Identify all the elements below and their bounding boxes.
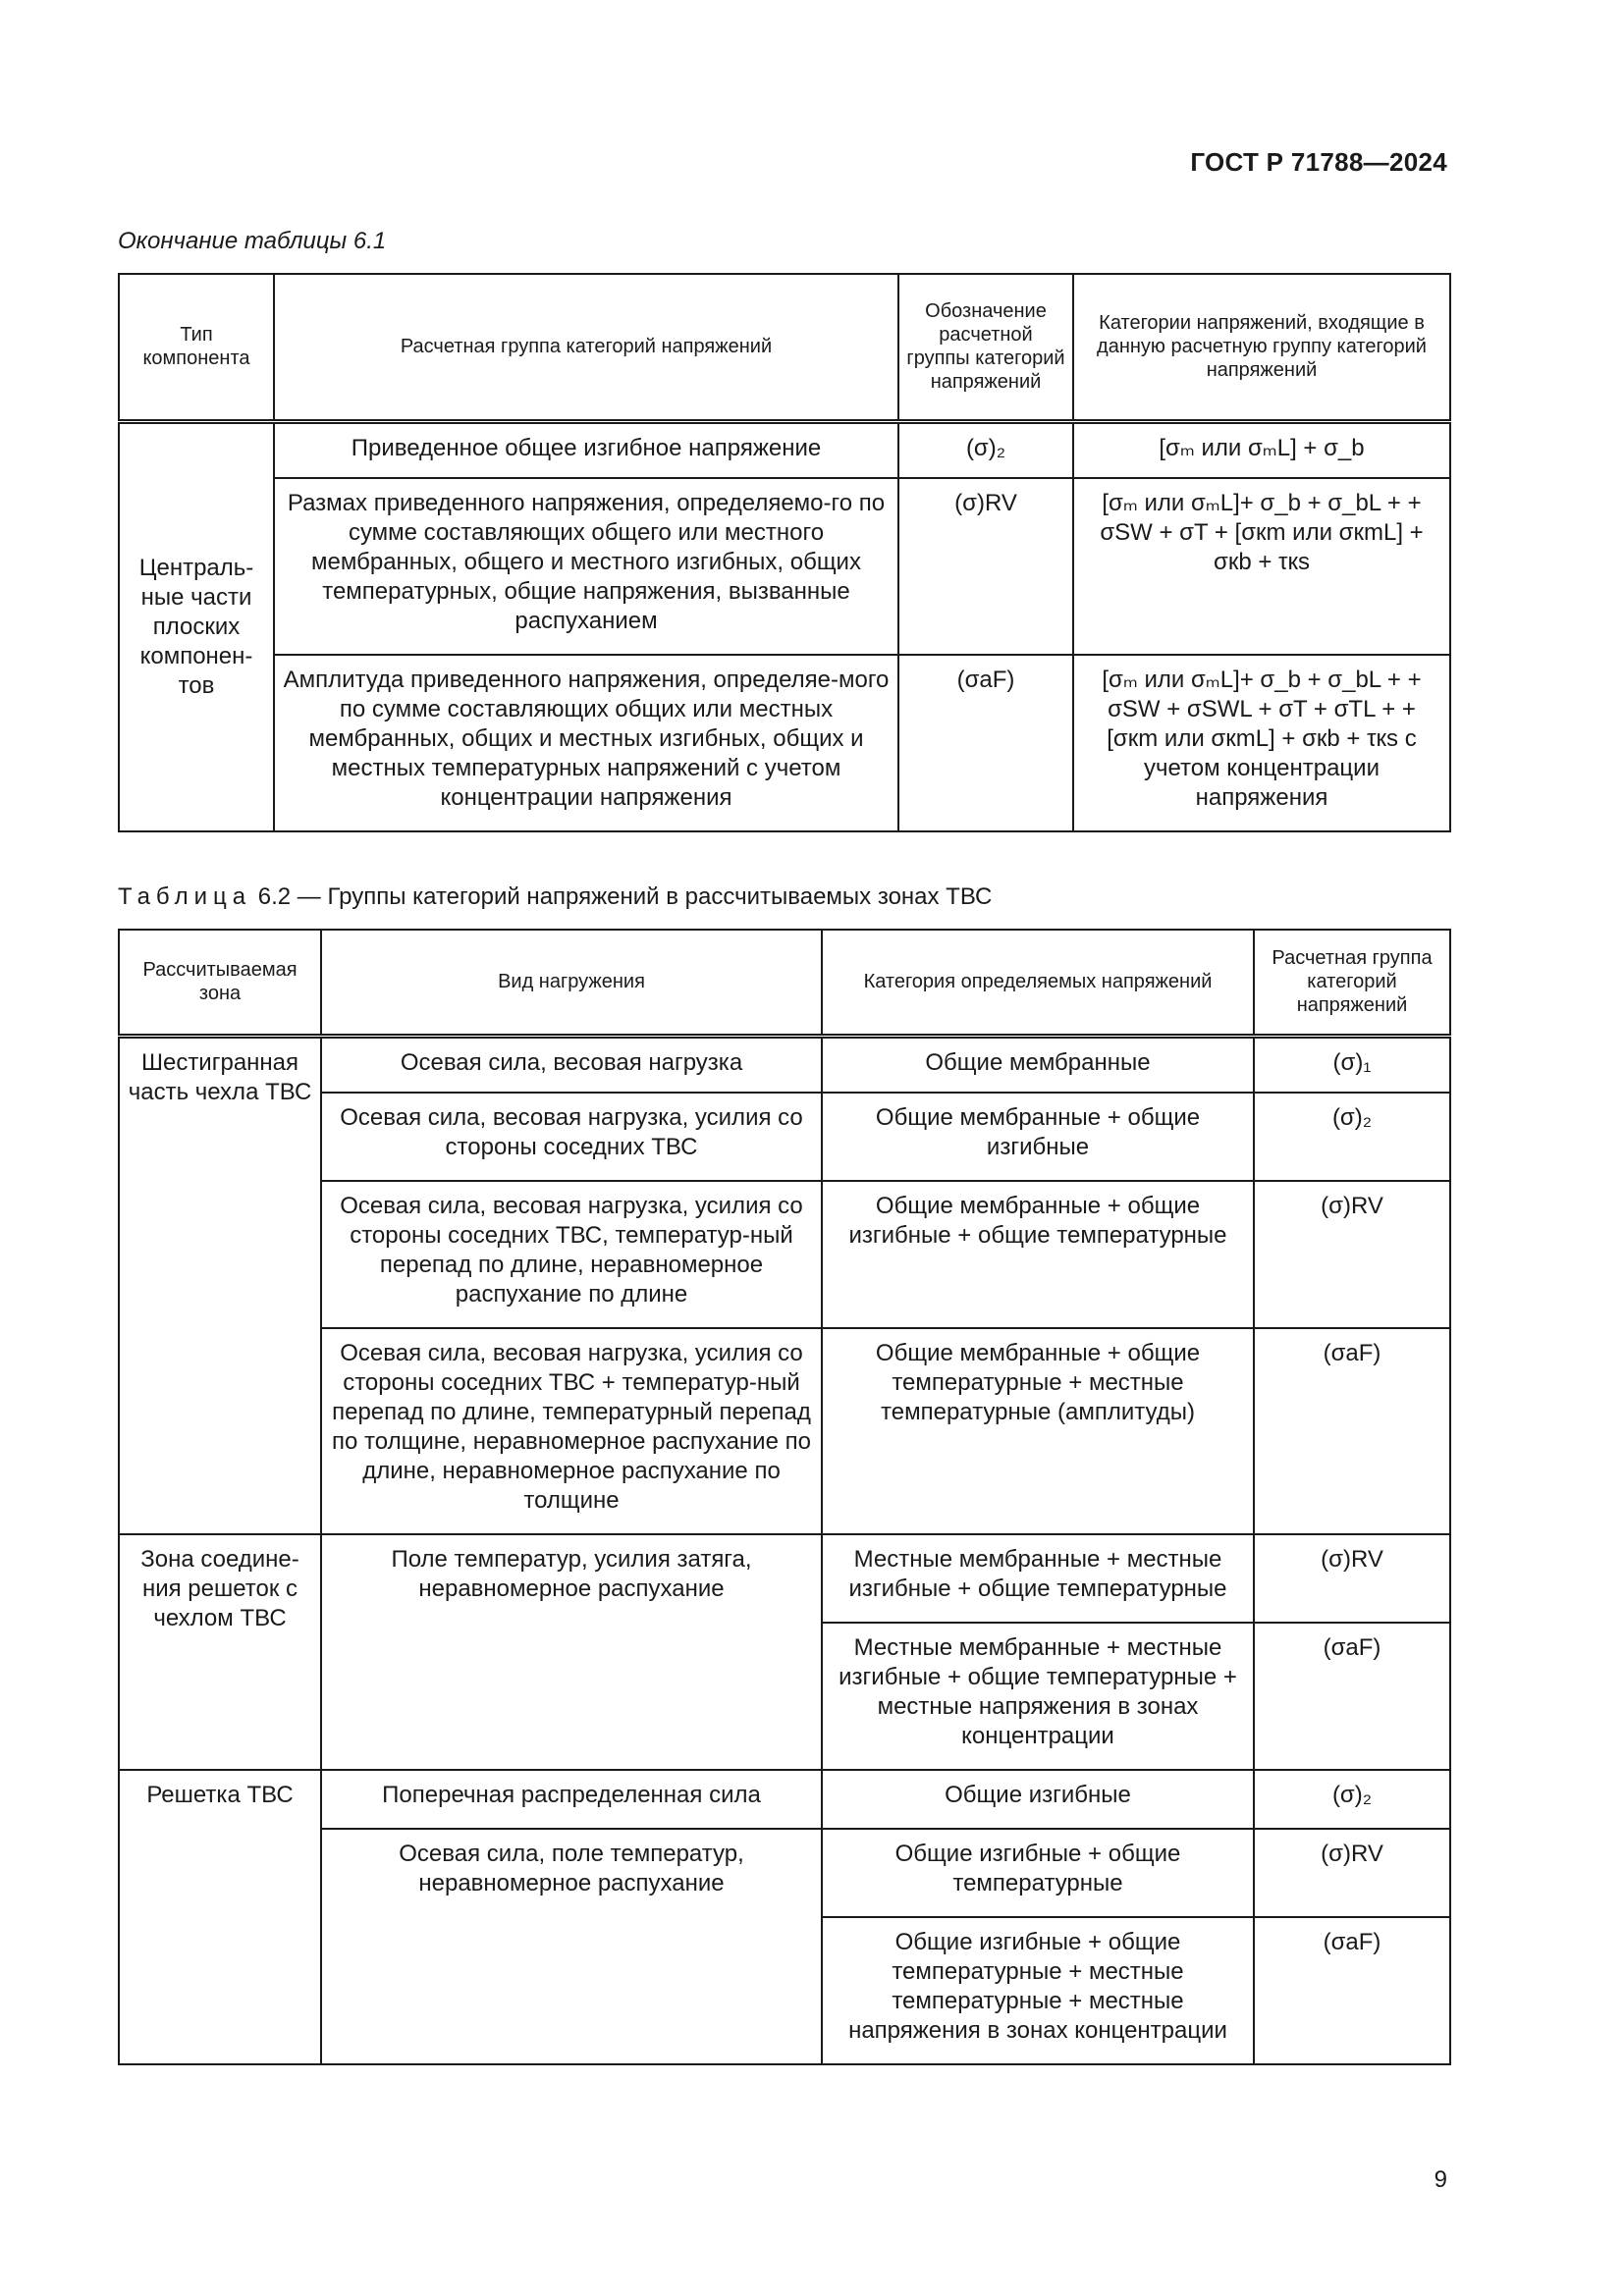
load-cell: Осевая сила, поле температур, неравномерное распухание	[321, 1829, 822, 2064]
col-header-component-type: Тип компонента	[119, 274, 274, 421]
zone-cell: Шестигранная часть чехла ТВС	[119, 1036, 321, 1534]
group-cell: (σ)₂	[1254, 1770, 1450, 1829]
group-cell: (σ)RV	[1254, 1181, 1450, 1328]
group-cell: (σ)₁	[1254, 1036, 1450, 1093]
col-header-category: Категория определяемых напряжений	[822, 930, 1254, 1036]
table-row	[119, 1534, 1450, 1623]
col-header-symbol: Обозначение расчетной группы категорий напряжений	[898, 274, 1073, 421]
symbol-cell: (σ)₂	[898, 421, 1073, 478]
group-cell: Приведенное общее изгибное напряжение	[274, 421, 898, 478]
load-cell: Осевая сила, весовая нагрузка, усилия со стороны соседних ТВС, температур-ный перепад по длине, неравномерное распухание по длине	[321, 1181, 822, 1328]
category-cell: Общие изгибные + общие температурные + местные температурные + местные напряжения в зонах концентрации	[822, 1917, 1254, 2064]
col-header-load: Вид нагружения	[321, 930, 822, 1036]
group-cell: (σaF)	[1254, 1623, 1450, 1770]
category-cell: Местные мембранные + местные изгибные + общие температурные	[822, 1534, 1254, 1623]
category-cell: Общие изгибные + общие температурные	[822, 1829, 1254, 1917]
symbol-cell: (σ)RV	[898, 478, 1073, 655]
group-cell: (σ)₂	[1254, 1093, 1450, 1181]
load-cell: Осевая сила, весовая нагрузка, усилия со стороны соседних ТВС + температур-ный перепад по длине, температурный перепад по толщине, неравномерное распухание по длине, неравномерное распухание по толщине	[321, 1328, 822, 1534]
col-header-zone: Рассчитываемая зона	[119, 930, 321, 1036]
group-cell: (σaF)	[1254, 1917, 1450, 2064]
categories-cell: [σₘ или σₘL]+ σ_b + σ_bL + + σSW + σT + [σкm или σкmL] + σкb + τкs	[1073, 478, 1450, 655]
page-number: 9	[1434, 2166, 1447, 2193]
category-cell: Местные мембранные + местные изгибные + общие температурные + местные напряжения в зонах концентрации	[822, 1623, 1254, 1770]
categories-cell: [σₘ или σₘL]+ σ_b + σ_bL + + σSW + σSWL + σT + σTL + + [σкm или σкmL] + σкb + τкs с учетом концентрации напряжения	[1073, 655, 1450, 831]
zone-cell: Решетка ТВС	[119, 1770, 321, 2064]
col-header-group: Расчетная группа категорий напряжений	[1254, 930, 1450, 1036]
category-cell: Общие мембранные + общие температурные + местные температурные (амплитуды)	[822, 1328, 1254, 1534]
load-cell: Осевая сила, весовая нагрузка	[321, 1036, 822, 1093]
category-cell: Общие мембранные	[822, 1036, 1254, 1093]
table-6-1-continuation	[118, 273, 1451, 832]
table-row	[119, 1036, 1450, 1093]
document-code: ГОСТ Р 71788—2024	[1190, 147, 1447, 177]
category-cell: Общие мембранные + общие изгибные	[822, 1093, 1254, 1181]
table-row	[119, 478, 1450, 655]
load-cell: Поперечная распределенная сила	[321, 1770, 822, 1829]
col-header-group: Расчетная группа категорий напряжений	[274, 274, 898, 421]
load-cell: Поле температур, усилия затяга, неравномерное распухание	[321, 1534, 822, 1770]
table1-caption: Окончание таблицы 6.1	[118, 228, 387, 254]
category-cell: Общие мембранные + общие изгибные + общие температурные	[822, 1181, 1254, 1328]
category-cell: Общие изгибные	[822, 1770, 1254, 1829]
table2-caption	[118, 883, 992, 911]
table-row	[119, 655, 1450, 831]
zone-cell: Зона соедине-ния решеток с чехлом ТВС	[119, 1534, 321, 1770]
group-cell: (σ)RV	[1254, 1829, 1450, 1917]
table2-caption-text: 6.2 — Группы категорий напряжений в рассчитываемых зонах ТВС	[251, 883, 993, 910]
table-row	[119, 421, 1450, 478]
group-cell: Амплитуда приведенного напряжения, определяе-мого по сумме составляющих общих или местных мембранных, общих и местных изгибных, общих и местных температурных напряжений с учетом концентрации напряжения	[274, 655, 898, 831]
group-cell: (σ)RV	[1254, 1534, 1450, 1623]
table-row	[119, 1770, 1450, 1829]
col-header-categories: Категории напряжений, входящие в данную расчетную группу категорий напряжений	[1073, 274, 1450, 421]
symbol-cell: (σaF)	[898, 655, 1073, 831]
table2-caption-prefix: Таблица	[118, 883, 252, 910]
load-cell: Осевая сила, весовая нагрузка, усилия со стороны соседних ТВС	[321, 1093, 822, 1181]
component-cell: Централь-ные части плоских компонен-тов	[119, 421, 274, 831]
table-6-2	[118, 929, 1451, 2065]
categories-cell: [σₘ или σₘL] + σ_b	[1073, 421, 1450, 478]
group-cell: Размах приведенного напряжения, определяемо-го по сумме составляющих общего или местного мембранных, общего и местного изгибных, общих температурных, общие напряжения, вызванные распуханием	[274, 478, 898, 655]
group-cell: (σaF)	[1254, 1328, 1450, 1534]
